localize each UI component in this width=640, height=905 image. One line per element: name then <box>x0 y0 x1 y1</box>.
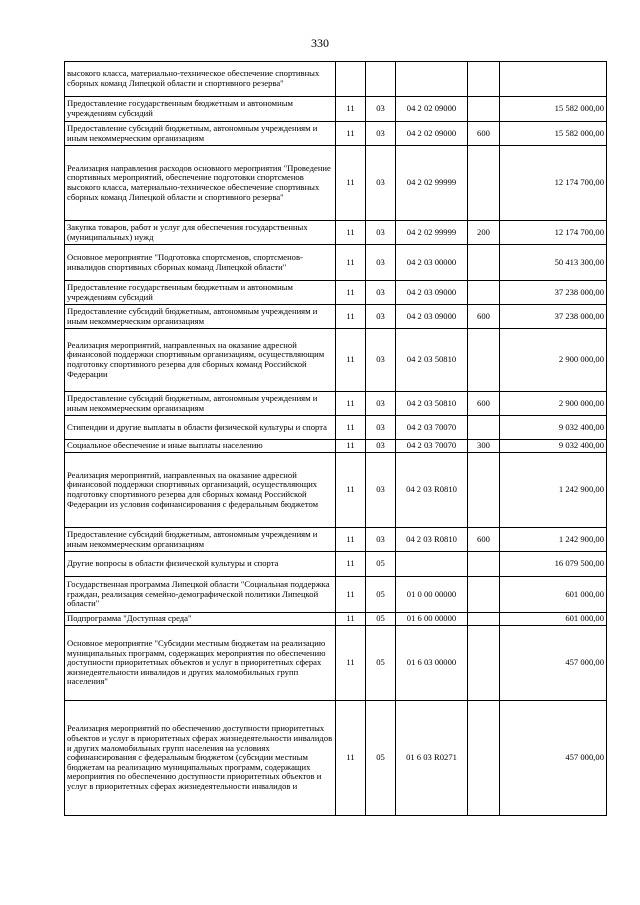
subsection-code-cell: 03 <box>366 146 396 221</box>
table-row <box>65 701 607 816</box>
subsection-code-cell: 03 <box>366 245 396 281</box>
subsection-code-cell: 03 <box>366 305 396 329</box>
section-code-cell <box>336 62 366 97</box>
table-row <box>65 453 607 528</box>
expense-kind-cell: 300 <box>468 440 500 453</box>
amount-cell: 15 582 000,00 <box>500 122 607 146</box>
target-article-cell: 04 2 02 99999 <box>396 221 468 245</box>
subsection-code-cell: 05 <box>366 613 396 626</box>
amount-cell: 1 242 900,00 <box>500 453 607 528</box>
expense-name-cell: Основное мероприятие "Подготовка спортсменов, спортсменов-инвалидов спортивных сборных команд Липецкой области" <box>65 245 336 281</box>
expense-name-cell: Подпрограмма "Доступная среда" <box>65 613 336 626</box>
expense-kind-cell <box>468 453 500 528</box>
target-article-cell: 04 2 03 R0810 <box>396 453 468 528</box>
table-row <box>65 329 607 392</box>
amount-cell: 2 900 000,00 <box>500 392 607 416</box>
subsection-code-cell: 03 <box>366 453 396 528</box>
expense-kind-cell <box>468 97 500 122</box>
subsection-code-cell: 03 <box>366 528 396 552</box>
expense-name-cell: Основное мероприятие "Субсидии местным бюджетам на реализацию муниципальных программ, содержащих мероприятия по обеспечению доступности приоритетных объектов и услуг в приоритетных сферах жизнедеятельности инвалидов и других маломобильных групп населения" <box>65 626 336 701</box>
table-row <box>65 626 607 701</box>
table-row <box>65 613 607 626</box>
expense-name-cell: высокого класса, материально-техническое обеспечение спортивных сборных команд Липецкой области и спортивного резерва" <box>65 62 336 97</box>
amount-cell: 9 032 400,00 <box>500 416 607 440</box>
section-code-cell: 11 <box>336 329 366 392</box>
section-code-cell: 11 <box>336 305 366 329</box>
amount-cell: 50 413 300,00 <box>500 245 607 281</box>
expense-name-cell: Реализация мероприятий, направленных на оказание адресной финансовой поддержки спортивных организаций, осуществляющих подготовку спортивного резерва для сборных команд Российской Федерации из условия софинансирования с федеральным бюджетом <box>65 453 336 528</box>
expense-name-cell: Предоставление государственным бюджетным и автономным учреждениям субсидий <box>65 281 336 305</box>
expense-kind-cell <box>468 281 500 305</box>
expense-kind-cell <box>468 416 500 440</box>
section-code-cell: 11 <box>336 552 366 577</box>
section-code-cell: 11 <box>336 613 366 626</box>
expense-name-cell: Стипендии и другие выплаты в области физической культуры и спорта <box>65 416 336 440</box>
section-code-cell: 11 <box>336 146 366 221</box>
section-code-cell: 11 <box>336 416 366 440</box>
expense-kind-cell <box>468 626 500 701</box>
target-article-cell: 01 6 03 R0271 <box>396 701 468 816</box>
section-code-cell: 11 <box>336 453 366 528</box>
table-row <box>65 552 607 577</box>
amount-cell: 9 032 400,00 <box>500 440 607 453</box>
expense-kind-cell <box>468 62 500 97</box>
section-code-cell: 11 <box>336 392 366 416</box>
subsection-code-cell: 05 <box>366 626 396 701</box>
amount-cell: 16 079 500,00 <box>500 552 607 577</box>
expense-kind-cell: 600 <box>468 392 500 416</box>
amount-cell: 12 174 700,00 <box>500 146 607 221</box>
amount-cell: 15 582 000,00 <box>500 97 607 122</box>
amount-cell: 1 242 900,00 <box>500 528 607 552</box>
subsection-code-cell: 03 <box>366 392 396 416</box>
section-code-cell: 11 <box>336 122 366 146</box>
expense-name-cell: Предоставление субсидий бюджетным, автономным учреждениям и иным некоммерческим организациям <box>65 122 336 146</box>
target-article-cell: 04 2 02 09000 <box>396 97 468 122</box>
target-article-cell: 01 6 03 00000 <box>396 626 468 701</box>
target-article-cell: 04 2 03 R0810 <box>396 528 468 552</box>
subsection-code-cell: 03 <box>366 416 396 440</box>
expense-kind-cell <box>468 146 500 221</box>
expense-kind-cell: 600 <box>468 305 500 329</box>
subsection-code-cell: 03 <box>366 221 396 245</box>
target-article-cell: 01 0 00 00000 <box>396 577 468 613</box>
amount-cell: 2 900 000,00 <box>500 329 607 392</box>
table-row <box>65 577 607 613</box>
expense-name-cell: Предоставление государственным бюджетным и автономным учреждениям субсидий <box>65 97 336 122</box>
table-row <box>65 122 607 146</box>
section-code-cell: 11 <box>336 701 366 816</box>
expense-kind-cell <box>468 329 500 392</box>
amount-cell: 601 000,00 <box>500 577 607 613</box>
page-number: 330 <box>311 36 329 50</box>
target-article-cell: 04 2 02 09000 <box>396 122 468 146</box>
budget-table <box>64 61 607 816</box>
section-code-cell: 11 <box>336 281 366 305</box>
subsection-code-cell: 05 <box>366 577 396 613</box>
expense-name-cell: Предоставление субсидий бюджетным, автономным учреждениям и иным некоммерческим организациям <box>65 528 336 552</box>
table-row <box>65 281 607 305</box>
target-article-cell: 04 2 03 70070 <box>396 416 468 440</box>
expense-kind-cell: 600 <box>468 122 500 146</box>
expense-name-cell: Реализация направления расходов основного мероприятия "Проведение спортивных мероприятий, обеспечение подготовки спортсменов высокого класса, материально-техническое обеспечение спортивных сборных команд Липецкой области и спортивного резерва" <box>65 146 336 221</box>
expense-kind-cell <box>468 613 500 626</box>
table-row <box>65 305 607 329</box>
target-article-cell: 04 2 03 09000 <box>396 281 468 305</box>
table-row <box>65 245 607 281</box>
target-article-cell: 04 2 03 50810 <box>396 392 468 416</box>
expense-name-cell: Реализация мероприятий по обеспечению доступности приоритетных объектов и услуг в приоритетных сферах жизнедеятельности инвалидов и других маломобильных групп населения на условиях софинансирования с федеральным бюджетом (субсидии местным бюджетам на реализацию муниципальных программ, содержащих мероприятия по обеспечению доступности приоритетных объектов и услуг в приоритетных сферах жизнедеятельности инвалидов и <box>65 701 336 816</box>
section-code-cell: 11 <box>336 577 366 613</box>
target-article-cell: 04 2 02 99999 <box>396 146 468 221</box>
table-row <box>65 221 607 245</box>
subsection-code-cell: 03 <box>366 97 396 122</box>
target-article-cell: 01 6 00 00000 <box>396 613 468 626</box>
section-code-cell: 11 <box>336 440 366 453</box>
expense-name-cell: Предоставление субсидий бюджетным, автономным учреждениям и иным некоммерческим организациям <box>65 392 336 416</box>
expense-kind-cell: 200 <box>468 221 500 245</box>
expense-kind-cell <box>468 245 500 281</box>
expense-kind-cell <box>468 701 500 816</box>
table-row <box>65 416 607 440</box>
amount-cell: 457 000,00 <box>500 626 607 701</box>
expense-name-cell: Закупка товаров, работ и услуг для обеспечения государственных (муниципальных) нужд <box>65 221 336 245</box>
subsection-code-cell: 05 <box>366 701 396 816</box>
section-code-cell: 11 <box>336 245 366 281</box>
expense-name-cell: Реализация мероприятий, направленных на оказание адресной финансовой поддержки спортивным организациям, осуществляющим подготовку спортивного резерва для сборных команд Российской Федерации <box>65 329 336 392</box>
section-code-cell: 11 <box>336 528 366 552</box>
subsection-code-cell <box>366 62 396 97</box>
section-code-cell: 11 <box>336 97 366 122</box>
target-article-cell: 04 2 03 70070 <box>396 440 468 453</box>
expense-name-cell: Государственная программа Липецкой области "Социальная поддержка граждан, реализация семейно-демографической политики Липецкой области" <box>65 577 336 613</box>
table-row <box>65 528 607 552</box>
subsection-code-cell: 03 <box>366 329 396 392</box>
amount-cell: 457 000,00 <box>500 701 607 816</box>
subsection-code-cell: 03 <box>366 440 396 453</box>
target-article-cell: 04 2 03 50810 <box>396 329 468 392</box>
subsection-code-cell: 03 <box>366 281 396 305</box>
table-row <box>65 440 607 453</box>
expense-name-cell: Предоставление субсидий бюджетным, автономным учреждениям и иным некоммерческим организациям <box>65 305 336 329</box>
subsection-code-cell: 03 <box>366 122 396 146</box>
table-row <box>65 62 607 97</box>
expense-name-cell: Другие вопросы в области физической культуры и спорта <box>65 552 336 577</box>
target-article-cell <box>396 62 468 97</box>
amount-cell: 37 238 000,00 <box>500 281 607 305</box>
expense-name-cell: Социальное обеспечение и иные выплаты населению <box>65 440 336 453</box>
target-article-cell: 04 2 03 09000 <box>396 305 468 329</box>
amount-cell <box>500 62 607 97</box>
table-row <box>65 392 607 416</box>
table-row <box>65 146 607 221</box>
amount-cell: 12 174 700,00 <box>500 221 607 245</box>
amount-cell: 601 000,00 <box>500 613 607 626</box>
expense-kind-cell: 600 <box>468 528 500 552</box>
subsection-code-cell: 05 <box>366 552 396 577</box>
amount-cell: 37 238 000,00 <box>500 305 607 329</box>
expense-kind-cell <box>468 552 500 577</box>
table-row <box>65 97 607 122</box>
target-article-cell: 04 2 03 00000 <box>396 245 468 281</box>
budget-table-body <box>65 62 607 816</box>
expense-kind-cell <box>468 577 500 613</box>
section-code-cell: 11 <box>336 626 366 701</box>
section-code-cell: 11 <box>336 221 366 245</box>
target-article-cell <box>396 552 468 577</box>
